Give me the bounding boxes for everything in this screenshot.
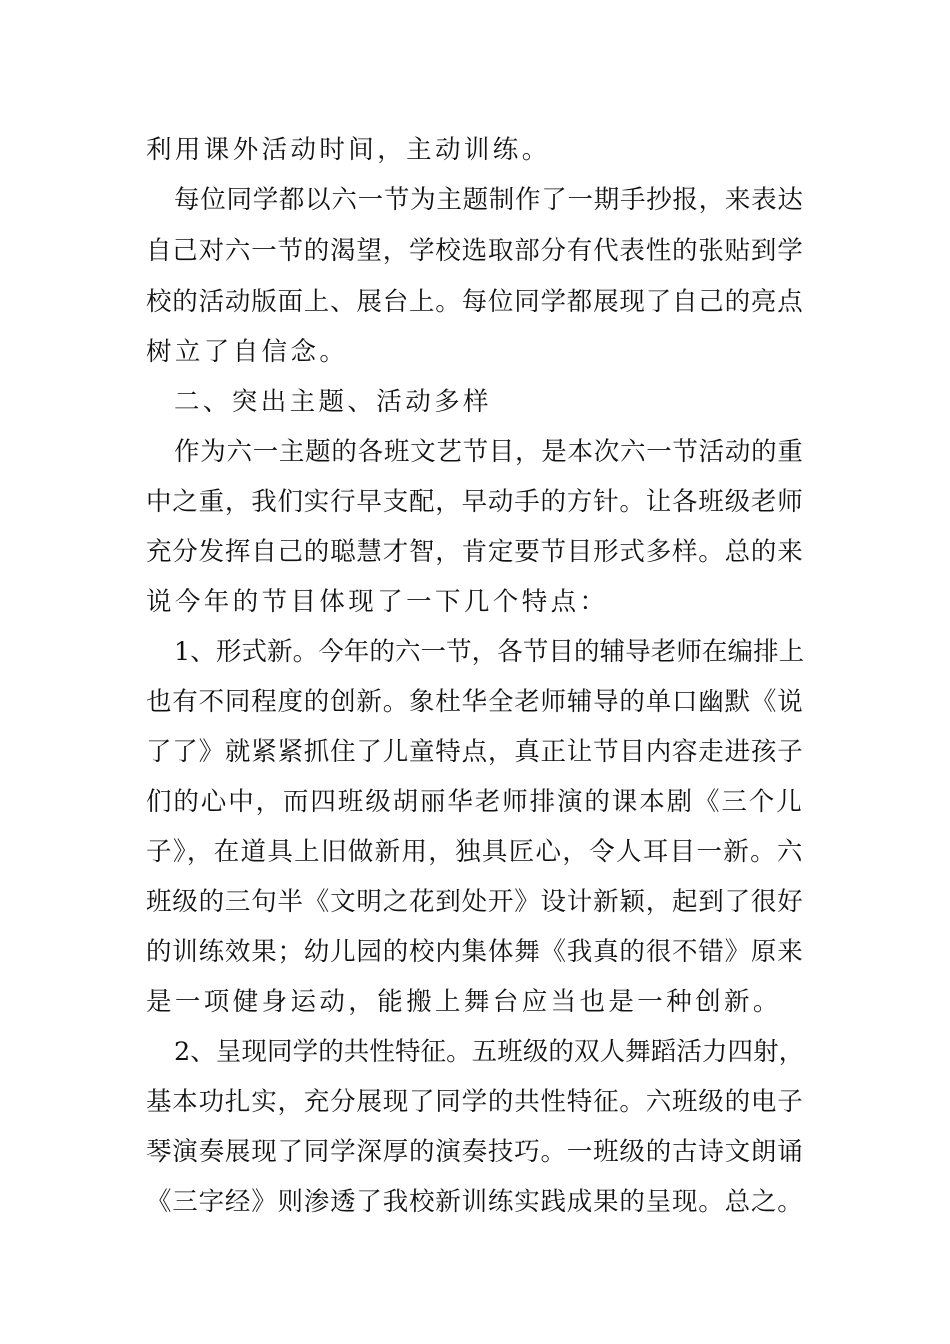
section-heading: 二、突出主题、活动多样 <box>174 387 492 417</box>
text-line-10: 说今年的节目体现了一下几个特点： <box>146 587 609 617</box>
text-line-17: 的训练效果；幼儿园的校内集体舞《我真的很不错》原来 <box>146 937 804 967</box>
text-line-20: 基本功扎实，充分展现了同学的共性特征。六班级的电子 <box>146 1087 804 1117</box>
text-line-8: 中之重，我们实行早支配，早动手的方针。让各班级老师 <box>146 487 804 517</box>
text-line-11: 1、形式新。今年的六一节，各节目的辅导老师在编排上 <box>174 637 805 667</box>
text-line-18: 是一项健身运动，能搬上舞台应当也是一种创新。 <box>146 987 782 1017</box>
text-line-14: 们的心中，而四班级胡丽华老师排演的课本剧《三个儿 <box>146 787 804 817</box>
text-line-4: 校的活动版面上、展台上。每位同学都展现了自己的亮点 <box>146 287 804 317</box>
text-line-5: 树立了自信念。 <box>146 337 349 367</box>
text-line-15: 子》，在道具上旧做新用，独具匠心，令人耳目一新。六 <box>146 837 804 867</box>
text-line-1: 利用课外活动时间，主动训练。 <box>146 135 551 165</box>
text-line-9: 充分发挥自己的聪慧才智，肯定要节目形式多样。总的来 <box>146 537 804 567</box>
text-line-12: 也有不同程度的创新。象杜华全老师辅导的单口幽默《说 <box>146 687 804 717</box>
text-line-2: 每位同学都以六一节为主题制作了一期手抄报，来表达 <box>174 185 804 215</box>
text-line-13: 了了》就紧紧抓住了儿童特点，真正让节目内容走进孩子 <box>146 737 804 767</box>
text-line-21: 琴演奏展现了同学深厚的演奏技巧。一班级的古诗文朗诵 <box>146 1137 804 1167</box>
text-line-16: 班级的三句半《文明之花到处开》设计新颖，起到了很好 <box>146 887 804 917</box>
text-line-19: 2、呈现同学的共性特征。五班级的双人舞蹈活力四射， <box>174 1037 805 1067</box>
text-line-3: 自己对六一节的渴望，学校选取部分有代表性的张贴到学 <box>146 236 804 266</box>
text-line-7: 作为六一主题的各班文艺节目，是本次六一节活动的重 <box>174 437 804 467</box>
text-line-22: 《三字经》则渗透了我校新训练实践成果的呈现。总之。 <box>146 1187 804 1217</box>
